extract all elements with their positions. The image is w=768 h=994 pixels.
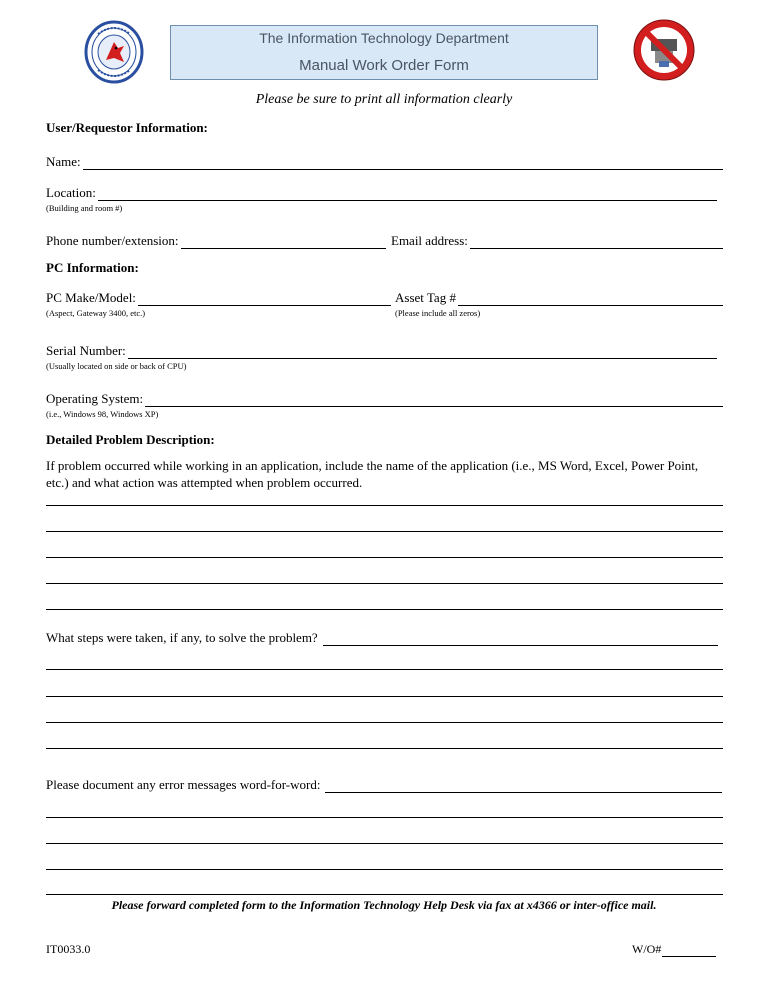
location-label: Location: [46, 185, 96, 200]
problem-description-line[interactable] [46, 583, 723, 584]
problem-description-line[interactable] [46, 505, 723, 506]
asset-tag-hint: (Please include all zeros) [395, 308, 481, 318]
header-box [170, 25, 598, 80]
asset-tag-label: Asset Tag # [395, 290, 456, 305]
user-section-heading: User/Requestor Information: [46, 120, 208, 135]
serial-number-label: Serial Number: [46, 343, 126, 358]
error-messages-line[interactable] [46, 817, 723, 818]
name-input-line[interactable] [83, 157, 723, 170]
location-input-line[interactable] [98, 188, 717, 201]
serial-number-hint: (Usually located on side or back of CPU) [46, 361, 187, 371]
serial-number-input-line[interactable] [128, 346, 717, 359]
no-symbol-seal-logo [631, 17, 697, 83]
department-title: The Information Technology Department [259, 30, 509, 46]
work-order-input-line[interactable] [662, 946, 716, 957]
serial-number-field[interactable] [46, 343, 717, 359]
problem-description-line[interactable] [46, 609, 723, 610]
forwarding-instructions: Please forward completed form to the Information Technology Help Desk via fax at x4366 or inter-office mail. [111, 898, 657, 912]
problem-section-heading: Detailed Problem Description: [46, 432, 215, 447]
email-input-line[interactable] [470, 236, 723, 249]
error-messages-field[interactable] [46, 777, 722, 793]
problem-description-line[interactable] [46, 557, 723, 558]
pc-make-hint: (Aspect, Gateway 3400, etc.) [46, 308, 146, 318]
steps-taken-line[interactable] [46, 696, 723, 697]
form-title: Manual Work Order Form [299, 57, 469, 74]
email-field[interactable] [391, 233, 723, 249]
location-hint: (Building and room #) [46, 203, 123, 213]
work-order-number-field[interactable] [632, 942, 716, 957]
phone-field[interactable] [46, 233, 386, 249]
pc-make-input-line[interactable] [138, 293, 391, 306]
error-messages-input-line[interactable] [325, 780, 722, 793]
asset-tag-input-line[interactable] [458, 293, 723, 306]
error-messages-line[interactable] [46, 869, 723, 870]
location-field[interactable] [46, 185, 717, 201]
print-clearly-instruction: Please be sure to print all information clearly [255, 92, 513, 107]
name-label: Name: [46, 154, 81, 169]
operating-system-hint: (i.e., Windows 98, Windows XP) [46, 409, 159, 419]
form-code: IT0033.0 [46, 942, 91, 956]
name-field[interactable] [46, 154, 723, 170]
operating-system-label: Operating System: [46, 391, 144, 406]
steps-taken-line[interactable] [46, 722, 723, 723]
steps-taken-line[interactable] [46, 748, 723, 749]
pc-make-label: PC Make/Model: [46, 290, 136, 305]
steps-taken-field[interactable] [46, 630, 718, 646]
error-messages-line[interactable] [46, 894, 723, 895]
problem-description-line[interactable] [46, 531, 723, 532]
pc-section-heading: PC Information: [46, 260, 139, 275]
error-messages-line[interactable] [46, 843, 723, 844]
steps-taken-input-line[interactable] [323, 633, 718, 646]
asset-tag-field[interactable] [395, 290, 723, 306]
cardinal-seal-logo [84, 20, 144, 84]
pc-make-field[interactable] [46, 290, 391, 306]
steps-taken-label: What steps were taken, if any, to solve the problem? [46, 630, 318, 645]
error-messages-label: Please document any error messages word-for-word: [46, 777, 321, 792]
phone-label: Phone number/extension: [46, 233, 179, 248]
steps-taken-line[interactable] [46, 669, 723, 670]
operating-system-input-line[interactable] [145, 394, 723, 407]
operating-system-field[interactable] [46, 391, 723, 407]
problem-instructions: If problem occurred while working in an application, include the name of the application (i.e., MS Word, Excel, Power Point, etc.) and what action was attempted when problem occurred. [46, 458, 699, 490]
email-label: Email address: [391, 233, 468, 248]
work-order-label: W/O# [632, 942, 662, 956]
phone-input-line[interactable] [181, 236, 386, 249]
